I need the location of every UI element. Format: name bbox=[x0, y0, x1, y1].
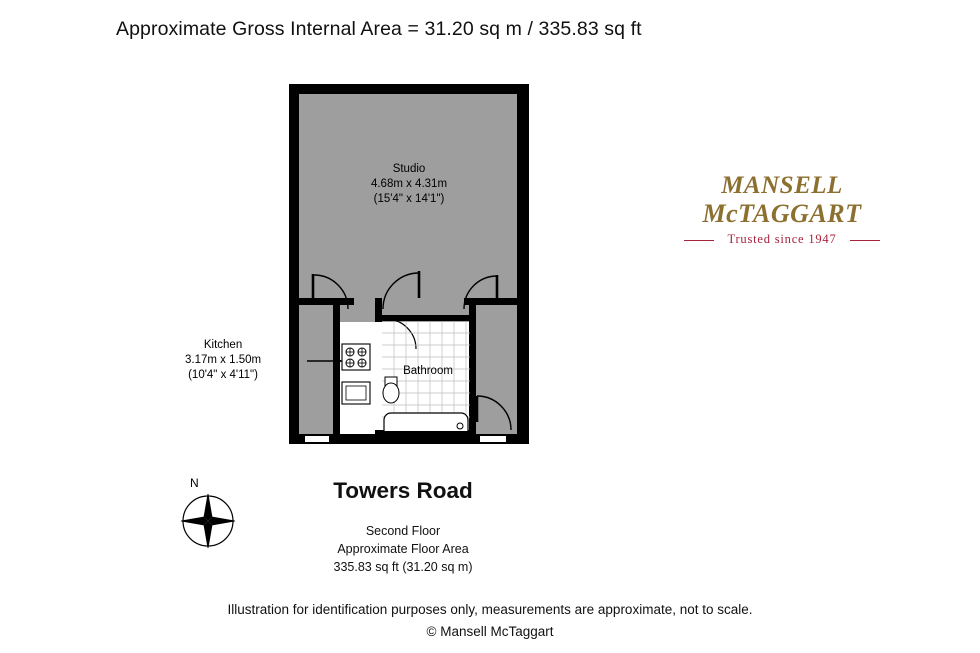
copyright-text: © Mansell McTaggart bbox=[426, 624, 554, 639]
door-kitchen-icon bbox=[307, 270, 349, 310]
kitchen-dim-imperial: (10'4" x 4'11") bbox=[188, 369, 258, 381]
brand-line-2: McTAGGART bbox=[702, 199, 862, 228]
studio-dim-imperial: (15'4" x 14'1") bbox=[373, 193, 445, 205]
disclaimer-block bbox=[0, 599, 980, 643]
room-label-studio bbox=[354, 162, 464, 207]
brand-tagline-row bbox=[684, 232, 880, 248]
disclaimer-text: Illustration for identification purposes only, measurements are approximate, not to scale. bbox=[227, 602, 753, 617]
brand-tagline: Trusted since 1947 bbox=[727, 232, 837, 246]
brand-line-1: MANSELL bbox=[721, 172, 843, 199]
window-bottom-left bbox=[304, 435, 330, 443]
kitchen-dim-metric: 3.17m x 1.50m bbox=[185, 354, 262, 366]
kitchen-name: Kitchen bbox=[203, 339, 243, 351]
room-label-bathroom bbox=[385, 364, 471, 379]
floor-summary bbox=[289, 522, 517, 576]
studio-dim-metric: 4.68m x 4.31m bbox=[370, 178, 448, 190]
kitchen-callout bbox=[185, 338, 261, 383]
studio-name: Studio bbox=[392, 163, 426, 175]
property-address: Towers Road bbox=[333, 478, 473, 503]
door-entry-icon bbox=[475, 392, 513, 432]
floor-name: Second Floor bbox=[365, 524, 441, 538]
compass-north-label: N bbox=[190, 476, 199, 490]
kitchen-pointer-arrow-icon bbox=[307, 355, 343, 367]
wall-top bbox=[289, 84, 529, 94]
brand-logo bbox=[684, 172, 880, 248]
door-studio-icon bbox=[382, 268, 422, 310]
bathroom-name: Bathroom bbox=[403, 365, 453, 377]
floor-area-value: 335.83 sq ft (31.20 sq m) bbox=[333, 560, 473, 574]
page-title: Approximate Gross Internal Area = 31.20 sq m / 335.83 sq ft bbox=[116, 18, 642, 40]
floor-area-caption: Approximate Floor Area bbox=[337, 542, 469, 556]
wall-right bbox=[517, 84, 529, 444]
kitchen-fittings bbox=[341, 324, 373, 432]
wall-left bbox=[289, 84, 299, 444]
internal-wall-stub-a bbox=[375, 298, 382, 322]
floorplan-drawing bbox=[289, 84, 529, 444]
door-hall-icon bbox=[461, 272, 501, 310]
compass-icon bbox=[176, 490, 240, 552]
internal-wall-kitchen-right bbox=[333, 305, 340, 434]
window-bottom-right bbox=[479, 435, 507, 443]
compass-rose bbox=[176, 476, 240, 552]
